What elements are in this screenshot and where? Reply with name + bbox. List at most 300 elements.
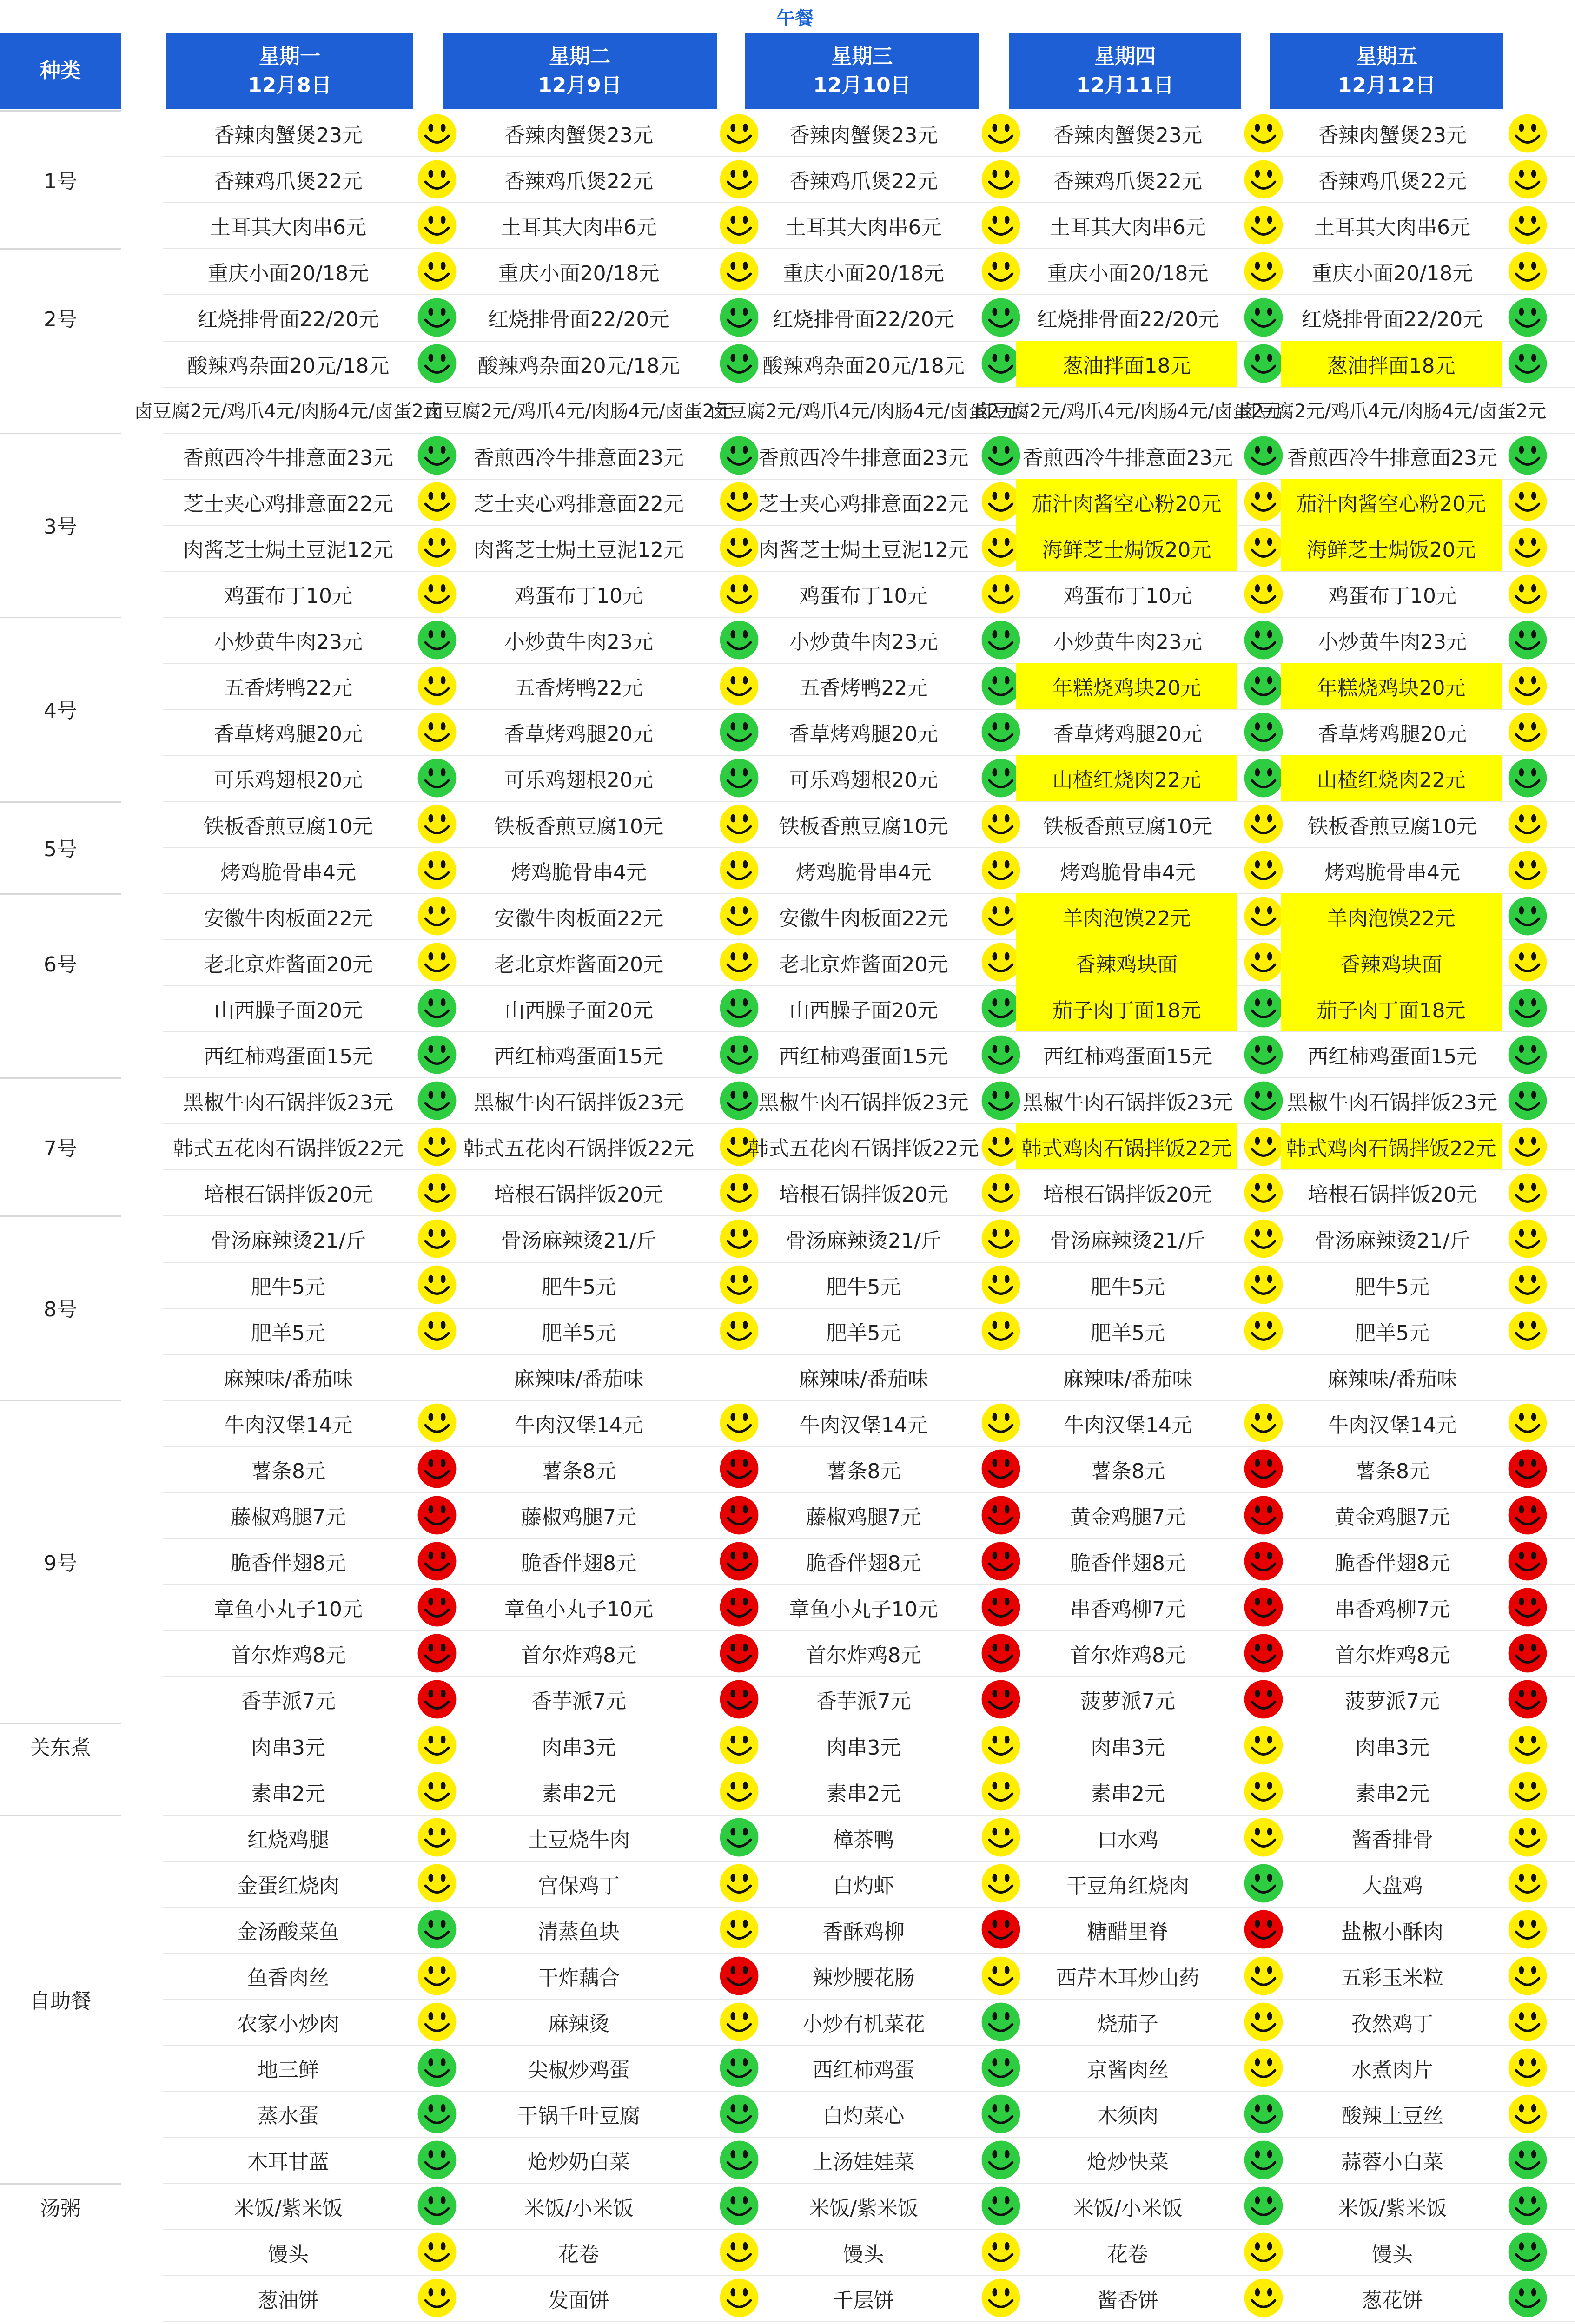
menu-item: 章鱼小丸子10元 [214,1597,363,1621]
menu-item: 五彩玉米粒 [1341,1966,1443,1990]
menu-item: 鸡蛋布丁10元 [1064,584,1192,608]
category-label: 8号 [44,1298,77,1321]
menu-item: 韩式鸡肉石锅拌饭22元 [1016,1123,1238,1169]
menu-item: 黄金鸡腿7元 [1070,1505,1185,1529]
category-label: 2号 [44,307,77,331]
menu-item: 薯条8元 [1355,1459,1429,1483]
menu-item: 香煎西冷牛排意面23元 [1023,446,1233,470]
menu-item: 卤豆腐2元/鸡爪4元/肉肠4元/卤蛋2元 [424,401,733,422]
menu-item: 铁板香煎豆腐10元 [204,814,373,838]
menu-item: 香煎西冷牛排意面23元 [474,446,684,470]
menu-item: 发面饼 [548,2288,609,2312]
menu-item: 薯条8元 [542,1459,616,1483]
menu-item: 鸡蛋布丁10元 [224,584,352,608]
menu-item: 香煎西冷牛排意面23元 [1287,446,1497,470]
menu-item: 山楂红烧肉22元 [1016,755,1238,801]
menu-item: 黑椒牛肉石锅拌饭23元 [1023,1090,1233,1115]
menu-item: 土耳其大肉串6元 [1050,215,1206,239]
menu-item: 西红柿鸡蛋面15元 [494,1044,663,1069]
menu-item: 烤鸡脆骨串4元 [220,860,356,885]
menu-item: 米饭/紫米饭 [809,2196,918,2220]
menu-item: 卤豆腐2元/鸡爪4元/肉肠4元/卤蛋2元 [973,401,1282,422]
category-divider [0,1215,121,1217]
category-label: 3号 [44,515,77,539]
menu-item: 薯条8元 [251,1459,325,1483]
menu-item: 年糕烧鸡块20元 [1016,663,1238,709]
menu-item: 安徽牛肉板面22元 [204,906,373,931]
smiley-rating-icon [1507,1679,1548,1720]
menu-item: 韩式五花肉石锅拌饭22元 [463,1136,694,1161]
menu-item: 农家小炒肉 [237,2012,339,2036]
menu-item: 麻辣烫 [548,2012,609,2036]
menu-item: 酸辣鸡杂面20元/18元 [762,354,965,378]
menu-item: 肥羊5元 [826,1321,901,1345]
menu-item: 山楂红烧肉22元 [1281,755,1502,801]
category-divider [0,2183,121,2185]
menu-item: 菠萝派7元 [1080,1689,1175,1713]
menu-item: 培根石锅拌饭20元 [1308,1182,1477,1207]
day-weekday: 星期五 [1356,44,1417,68]
menu-item: 菠萝派7元 [1345,1689,1440,1713]
menu-item: 白灼菜心 [822,2104,905,2128]
menu-item: 老北京炸酱面20元 [204,952,373,977]
menu-item: 海鲜芝士焗饭20元 [1016,525,1238,571]
menu-item [1276,2321,1509,2324]
menu-item: 铁板香煎豆腐10元 [779,814,948,838]
menu-item: 海鲜芝士焗饭20元 [1281,525,1502,571]
menu-item: 小炒黄牛肉23元 [214,630,363,654]
menu-item: 年糕烧鸡块20元 [1281,663,1502,709]
smiley-rating-icon [1507,2185,1548,2226]
menu-item: 首尔炸鸡8元 [806,1643,921,1667]
smiley-rating-icon [1507,1633,1548,1674]
smiley-rating-icon [1507,1080,1548,1121]
menu-item: 卤豆腐2元/鸡爪4元/肉肠4元/卤蛋2元 [1238,401,1547,422]
menu-item: 炝炒快菜 [1087,2150,1169,2174]
menu-item: 串香鸡柳7元 [1070,1597,1185,1621]
menu-item: 五香烤鸭22元 [515,676,643,700]
menu-item: 脆香伴翅8元 [806,1551,921,1575]
menu-item: 香辣鸡爪煲22元 [1318,169,1467,193]
smiley-rating-icon [1507,1218,1548,1259]
menu-item: 酱香饼 [1097,2288,1158,2312]
menu-item: 骨汤麻辣烫21/斤 [786,1228,941,1253]
smiley-rating-icon [980,666,1021,706]
menu-item: 宫保鸡丁 [538,1874,620,1898]
menu-item: 串香鸡柳7元 [1335,1597,1450,1621]
menu-item: 鸡蛋布丁10元 [1328,584,1456,608]
menu-item: 酸辣鸡杂面20元/18元 [187,354,390,378]
menu-item: 西红柿鸡蛋面15元 [779,1044,948,1069]
menu-item: 木须肉 [1097,2104,1158,2128]
menu-item: 香煎西冷牛排意面23元 [758,446,969,470]
menu-item: 茄汁肉酱空心粉20元 [1016,479,1238,525]
smiley-rating-icon [1507,850,1548,891]
menu-item: 香辣鸡爪煲22元 [214,169,363,193]
menu-item: 馒头 [843,2242,884,2266]
smiley-rating-icon [1507,527,1548,568]
menu-item: 糖醋里脊 [1087,1920,1169,1944]
menu-item: 骨汤麻辣烫21/斤 [1314,1228,1470,1253]
smiley-rating-icon [1507,1402,1548,1443]
menu-item: 可乐鸡翅根20元 [504,768,653,792]
smiley-rating-icon [1507,804,1548,845]
smiley-rating-icon [980,988,1021,1029]
menu-item: 骨汤麻辣烫21/斤 [501,1228,657,1253]
menu-item: 安徽牛肉板面22元 [494,906,663,931]
category-label: 1号 [44,169,77,193]
menu-item: 首尔炸鸡8元 [1070,1643,1185,1667]
menu-item: 铁板香煎豆腐10元 [494,814,663,838]
menu-item: 小炒黄牛肉23元 [789,630,938,654]
menu-item: 肉串3元 [251,1736,325,1760]
menu-item: 韩式鸡肉石锅拌饭22元 [1281,1123,1502,1169]
category-header [0,33,121,109]
day-weekday: 星期四 [1094,44,1156,68]
smiley-rating-icon [1507,574,1548,614]
menu-item: 卤豆腐2元/鸡爪4元/肉肠4元/卤蛋2元 [134,401,443,422]
menu-item: 蒜蓉小白菜 [1341,2150,1443,2174]
menu-item: 香辣鸡块面 [1016,939,1238,985]
menu-item: 麻辣味/番茄味 [514,1367,644,1391]
menu-item: 脆香伴翅8元 [521,1551,636,1575]
menu-item: 素串2元 [1091,1782,1165,1806]
menu-item: 红烧排骨面22/20元 [197,307,379,331]
day-date: 12月11日 [1076,73,1174,97]
menu-item: 葱油拌面18元 [1281,341,1502,387]
smiley-rating-icon [980,527,1021,568]
menu-item: 肉酱芝士焗土豆泥12元 [758,538,969,562]
menu-item: 麻辣味/番茄味 [1063,1367,1193,1391]
category-label: 汤粥 [40,2196,81,2220]
menu-item: 肥牛5元 [542,1275,616,1299]
menu-item: 芝士夹心鸡排意面22元 [474,492,684,516]
smiley-rating-icon [1507,942,1548,983]
menu-item [165,2321,411,2324]
menu-item: 肥牛5元 [1091,1275,1165,1299]
menu-item: 肉串3元 [826,1736,901,1760]
menu-item: 山西臊子面20元 [214,998,363,1023]
menu-item: 酱香排骨 [1351,1828,1433,1852]
smiley-rating-icon [1507,1909,1548,1950]
smiley-rating-icon [1507,896,1548,937]
smiley-rating-icon [1507,1264,1548,1305]
category-divider [0,801,121,803]
smiley-rating-icon [1243,942,1284,983]
menu-item: 骨汤麻辣烫21/斤 [1050,1228,1206,1253]
smiley-rating-icon [1507,481,1548,522]
smiley-rating-icon [1507,1955,1548,1996]
category-label: 4号 [44,699,77,723]
menu-item: 香辣肉蟹煲23元 [1053,123,1202,147]
menu-item: 地三鲜 [258,2058,319,2082]
menu-item: 首尔炸鸡8元 [521,1643,636,1667]
menu-item: 麻辣味/番茄味 [1327,1367,1457,1391]
menu-item: 烧茄子 [1097,2012,1158,2036]
menu-item: 藤椒鸡腿7元 [231,1505,346,1529]
menu-item: 韩式五花肉石锅拌饭22元 [173,1136,404,1161]
page-title: 午餐 [776,8,814,29]
category-label: 7号 [44,1136,77,1161]
menu-item: 千层饼 [833,2288,894,2312]
menu-item: 白灼虾 [833,1874,894,1898]
menu-item: 卤豆腐2元/鸡爪4元/肉肠4元/卤蛋2元 [709,401,1018,422]
menu-item: 牛肉汉堡14元 [799,1413,928,1437]
smiley-rating-icon [1507,1034,1548,1075]
category-divider [0,617,121,618]
category-label: 9号 [44,1552,77,1575]
smiley-rating-icon [1243,758,1284,799]
menu-item: 肉串3元 [1355,1736,1429,1760]
smiley-rating-icon [1507,1817,1548,1858]
smiley-rating-icon [1507,2278,1548,2318]
menu-item: 土豆烧牛肉 [528,1828,630,1852]
menu-item: 肥羊5元 [1091,1321,1165,1345]
menu-item: 香辣肉蟹煲23元 [504,123,653,147]
smiley-rating-icon [1507,666,1548,706]
smiley-rating-icon [1507,2047,1548,2088]
menu-item: 大盘鸡 [1362,1874,1423,1898]
menu-item: 香煎西冷牛排意面23元 [183,446,393,470]
menu-item: 酸辣土豆丝 [1341,2104,1443,2128]
menu-item: 重庆小面20/18元 [783,261,944,285]
smiley-rating-icon [1507,758,1548,799]
menu-item: 牛肉汉堡14元 [515,1413,643,1437]
smiley-rating-icon [1243,481,1284,522]
menu-item: 黑椒牛肉石锅拌饭23元 [474,1090,684,1115]
menu-item: 米饭/小米饭 [524,2196,634,2220]
menu-item: 干炸藕合 [538,1966,620,1990]
day-header [1009,33,1241,109]
menu-item: 山西臊子面20元 [504,998,653,1023]
menu-item: 金汤酸菜鱼 [237,1920,339,1944]
menu-item: 西红柿鸡蛋面15元 [204,1044,373,1069]
menu-item: 孜然鸡丁 [1351,2012,1433,2036]
menu-item: 小炒黄牛肉23元 [504,630,653,654]
menu-item: 羊肉泡馍22元 [1281,893,1502,939]
smiley-rating-icon [1243,343,1284,384]
smiley-rating-icon [1507,1725,1548,1766]
smiley-rating-icon [980,758,1021,799]
category-label: 6号 [44,952,77,977]
menu-item: 安徽牛肉板面22元 [779,906,948,931]
menu-item: 五香烤鸭22元 [224,676,352,700]
menu-item: 素串2元 [542,1782,616,1806]
menu-item: 馒头 [1372,2242,1413,2266]
menu-item: 老北京炸酱面20元 [494,952,663,977]
menu-item: 黑椒牛肉石锅拌饭23元 [183,1090,393,1115]
smiley-rating-icon [1507,2001,1548,2042]
menu-item: 薯条8元 [1091,1459,1165,1483]
smiley-rating-icon [1507,712,1548,753]
menu-item: 鸡蛋布丁10元 [515,584,643,608]
menu-item: 肥羊5元 [542,1321,616,1345]
menu-item: 香辣肉蟹煲23元 [1318,123,1467,147]
menu-item: 肉串3元 [1091,1736,1165,1760]
smiley-rating-icon [1243,988,1284,1029]
menu-item: 红烧排骨面22/20元 [1301,307,1483,331]
menu-item: 肥羊5元 [1355,1321,1429,1345]
smiley-rating-icon [1507,1541,1548,1582]
menu-item: 五香烤鸭22元 [799,676,928,700]
menu-item: 酸辣鸡杂面20元/18元 [477,354,680,378]
menu-item: 麻辣味/番茄味 [799,1367,928,1391]
menu-item: 香草烤鸡腿20元 [214,722,363,746]
menu-item: 花卷 [558,2242,599,2266]
smiley-rating-icon [1507,1587,1548,1628]
menu-item: 培根石锅拌饭20元 [1043,1182,1212,1207]
smiley-rating-icon [1507,1863,1548,1904]
smiley-rating-icon [1507,251,1548,292]
menu-item: 小炒黄牛肉23元 [1318,630,1467,654]
menu-item: 素串2元 [826,1782,901,1806]
menu-item: 薯条8元 [826,1459,901,1483]
smiley-rating-icon [1507,1448,1548,1489]
menu-item: 重庆小面20/18元 [1047,261,1209,285]
menu-item: 鸡蛋布丁10元 [799,584,928,608]
menu-item: 葱油拌面18元 [1016,341,1238,387]
menu-item: 脆香伴翅8元 [1070,1551,1185,1575]
menu-item: 藤椒鸡腿7元 [521,1505,636,1529]
menu-item [442,2321,716,2324]
menu-item: 黄金鸡腿7元 [1335,1505,1450,1529]
menu-item: 香辣肉蟹煲23元 [214,123,363,147]
menu-item: 小炒黄牛肉23元 [1053,630,1202,654]
smiley-rating-icon [1507,1126,1548,1167]
menu-item: 烤鸡脆骨串4元 [1324,860,1460,885]
category-divider [0,1400,121,1401]
category-label: 自助餐 [30,1989,91,2013]
menu-item: 干锅千叶豆腐 [517,2104,640,2128]
smiley-rating-icon [1507,159,1548,200]
menu-item: 章鱼小丸子10元 [789,1597,938,1621]
category-divider [0,433,121,434]
smiley-rating-icon [1507,343,1548,384]
menu-item: 米饭/紫米饭 [233,2196,343,2220]
smiley-rating-icon [980,896,1021,937]
menu-item: 茄汁肉酱空心粉20元 [1281,479,1502,525]
menu-item: 牛肉汉堡14元 [224,1413,352,1437]
menu-item: 黑椒牛肉石锅拌饭23元 [1287,1090,1497,1115]
category-divider [0,248,121,250]
menu-item: 红烧排骨面22/20元 [1037,307,1219,331]
menu-item: 米饭/紫米饭 [1337,2196,1447,2220]
menu-item: 香草烤鸡腿20元 [1053,722,1202,746]
menu-item: 鱼香肉丝 [247,1966,329,1990]
menu-item: 红烧排骨面22/20元 [488,307,670,331]
menu-item: 馒头 [268,2242,309,2266]
menu-item: 米饭/小米饭 [1073,2196,1183,2220]
menu-item: 香芋派7元 [816,1689,911,1713]
smiley-rating-icon [1507,297,1548,338]
menu-item: 西红柿鸡蛋 [812,2058,915,2082]
smiley-rating-icon [1507,988,1548,1029]
menu-item: 重庆小面20/18元 [498,261,660,285]
smiley-rating-icon [980,942,1021,983]
menu-item: 烤鸡脆骨串4元 [1060,860,1196,885]
menu-item: 土耳其大肉串6元 [210,215,366,239]
menu-item: 辣炒腰花肠 [812,1966,915,1990]
menu-item: 土耳其大肉串6元 [785,215,942,239]
menu-item: 香辣鸡爪煲22元 [789,169,938,193]
menu-item: 首尔炸鸡8元 [231,1643,346,1667]
menu-item: 茄子肉丁面18元 [1016,985,1238,1031]
smiley-rating-icon [980,343,1021,384]
day-header [166,33,413,109]
menu-item: 脆香伴翅8元 [231,1551,346,1575]
smiley-rating-icon [1243,1126,1284,1167]
smiley-rating-icon [1507,1771,1548,1812]
menu-item [1011,2321,1244,2324]
menu-item: 土耳其大肉串6元 [1314,215,1470,239]
menu-item: 樟茶鸭 [833,1828,894,1852]
category-divider [0,110,121,112]
menu-item: 香草烤鸡腿20元 [1318,722,1467,746]
smiley-rating-icon [1507,1495,1548,1536]
menu-item: 西芹木耳炒山药 [1056,1966,1199,1990]
menu-item: 口水鸡 [1097,1828,1158,1852]
smiley-rating-icon [1507,1172,1548,1213]
menu-item: 红烧鸡腿 [247,1828,329,1852]
smiley-rating-icon [1243,527,1284,568]
day-date: 12月12日 [1337,73,1436,97]
day-header [1270,33,1503,109]
menu-item: 水煮肉片 [1351,2058,1433,2082]
day-header [745,33,979,109]
menu-item: 炝炒奶白菜 [528,2150,630,2174]
smiley-rating-icon [1507,2232,1548,2272]
menu-item: 蒸水蛋 [258,2104,319,2128]
menu-item: 牛肉汉堡14元 [1328,1413,1456,1437]
menu-item: 木耳甘蓝 [247,2150,329,2174]
menu-item: 茄子肉丁面18元 [1281,985,1502,1031]
menu-item: 羊肉泡馍22元 [1016,893,1238,939]
menu-item: 肉串3元 [542,1736,616,1760]
day-header [443,33,717,109]
smiley-rating-icon [1507,620,1548,660]
menu-item: 韩式五花肉石锅拌饭22元 [748,1136,979,1161]
smiley-rating-icon [1507,113,1548,154]
menu-item: 香草烤鸡腿20元 [504,722,653,746]
menu-item: 可乐鸡翅根20元 [789,768,938,792]
menu-item: 牛肉汉堡14元 [1064,1413,1192,1437]
menu-item: 肉酱芝士焗土豆泥12元 [474,538,684,562]
day-weekday: 星期三 [831,44,893,68]
menu-item: 芝士夹心鸡排意面22元 [758,492,969,516]
menu-item: 重庆小面20/18元 [1311,261,1473,285]
menu-item: 麻辣味/番茄味 [223,1367,353,1391]
menu-item: 肉酱芝士焗土豆泥12元 [183,538,393,562]
menu-item: 铁板香煎豆腐10元 [1043,814,1212,838]
category-divider [0,1723,121,1724]
menu-item: 铁板香煎豆腐10元 [1308,814,1477,838]
menu-item: 金蛋红烧肉 [237,1874,339,1898]
menu-item: 盐椒小酥肉 [1341,1920,1443,1944]
menu-item: 骨汤麻辣烫21/斤 [210,1228,366,1253]
menu-item: 老北京炸酱面20元 [779,952,948,977]
smiley-rating-icon [1507,1310,1548,1351]
menu-item: 肥牛5元 [826,1275,901,1299]
menu-item: 京酱肉丝 [1087,2058,1169,2082]
category-label: 关东煮 [30,1736,91,1760]
category-divider [0,893,121,895]
category-label: 5号 [44,838,77,861]
smiley-rating-icon [1243,896,1284,937]
menu-item: 脆香伴翅8元 [1335,1551,1450,1575]
menu-item: 可乐鸡翅根20元 [214,768,363,792]
menu-item: 重庆小面20/18元 [207,261,369,285]
menu-item: 素串2元 [1355,1782,1429,1806]
